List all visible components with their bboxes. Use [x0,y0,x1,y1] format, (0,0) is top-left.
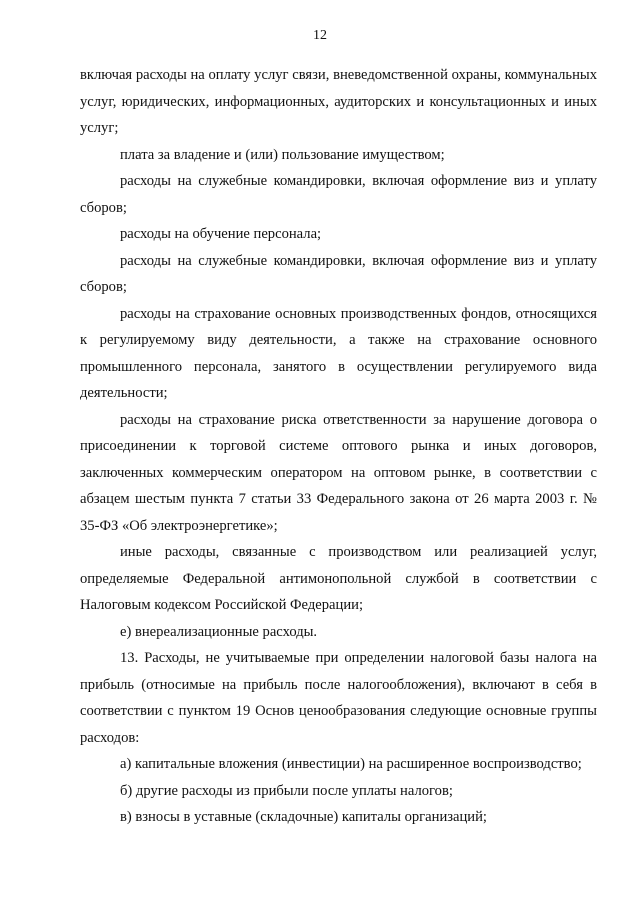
list-item-charter-contributions: в) взносы в уставные (складочные) капиталы организаций; [120,809,487,825]
paragraph-liability-insurance: расходы на страхование риска ответственности за нарушение договора о присоединении к торговой системе оптового рынка и иных договоров, заключенных коммерческим оператором на оптовом рынке, в соответствии с абзацем шестым пункта 7 статьи 33 Федерального закона от 26 марта 2003 г. № 35-ФЗ «Об электроэнергетике»; [80,411,597,534]
paragraph-services-expenses: включая расходы на оплату услуг связи, вневедомственной охраны, коммунальных услуг, юридических, информационных, аудиторских и консультационных и иных услуг; [80,67,597,136]
paragraph-business-trips-repeat: расходы на служебные командировки, включая оформление виз и уплату сборов; [80,252,597,295]
paragraph-insurance-funds: расходы на страхование основных производственных фондов, относящихся к регулируемому виду деятельности, а также на страхование основного промышленного персонала, занятого в осуществлении регулируемого вида деятельности; [80,305,597,401]
paragraph-other-expenses: иные расходы, связанные с производством или реализацией услуг, определяемые Федеральной антимонопольной службой в соответствии с Налоговым кодексом Российской Федерации; [80,544,597,613]
paragraph-non-operating-expenses: е) внереализационные расходы. [120,623,318,640]
paragraph-business-trips: расходы на служебные командировки, включая оформление виз и уплату сборов; [80,173,597,216]
paragraph-property-fee: плата за владение и (или) пользование имуществом; [120,146,445,163]
paragraph-section-13: 13. Расходы, не учитываемые при определении налоговой базы налога на прибыль (относимые на прибыль после налогообложения), включают в себя в соответствии с пунктом 19 Основ ценообразования следующие основные группы расходов: [80,650,597,746]
list-item-capital-investments: а) капитальные вложения (инвестиции) на расширенное воспроизводство; [120,756,582,772]
list-item-other-profit-expenses: б) другие расходы из прибыли после уплаты налогов; [120,782,453,799]
paragraph-staff-training: расходы на обучение персонала; [120,226,322,242]
page-number: 12 [313,28,327,43]
document-body [80,62,597,831]
